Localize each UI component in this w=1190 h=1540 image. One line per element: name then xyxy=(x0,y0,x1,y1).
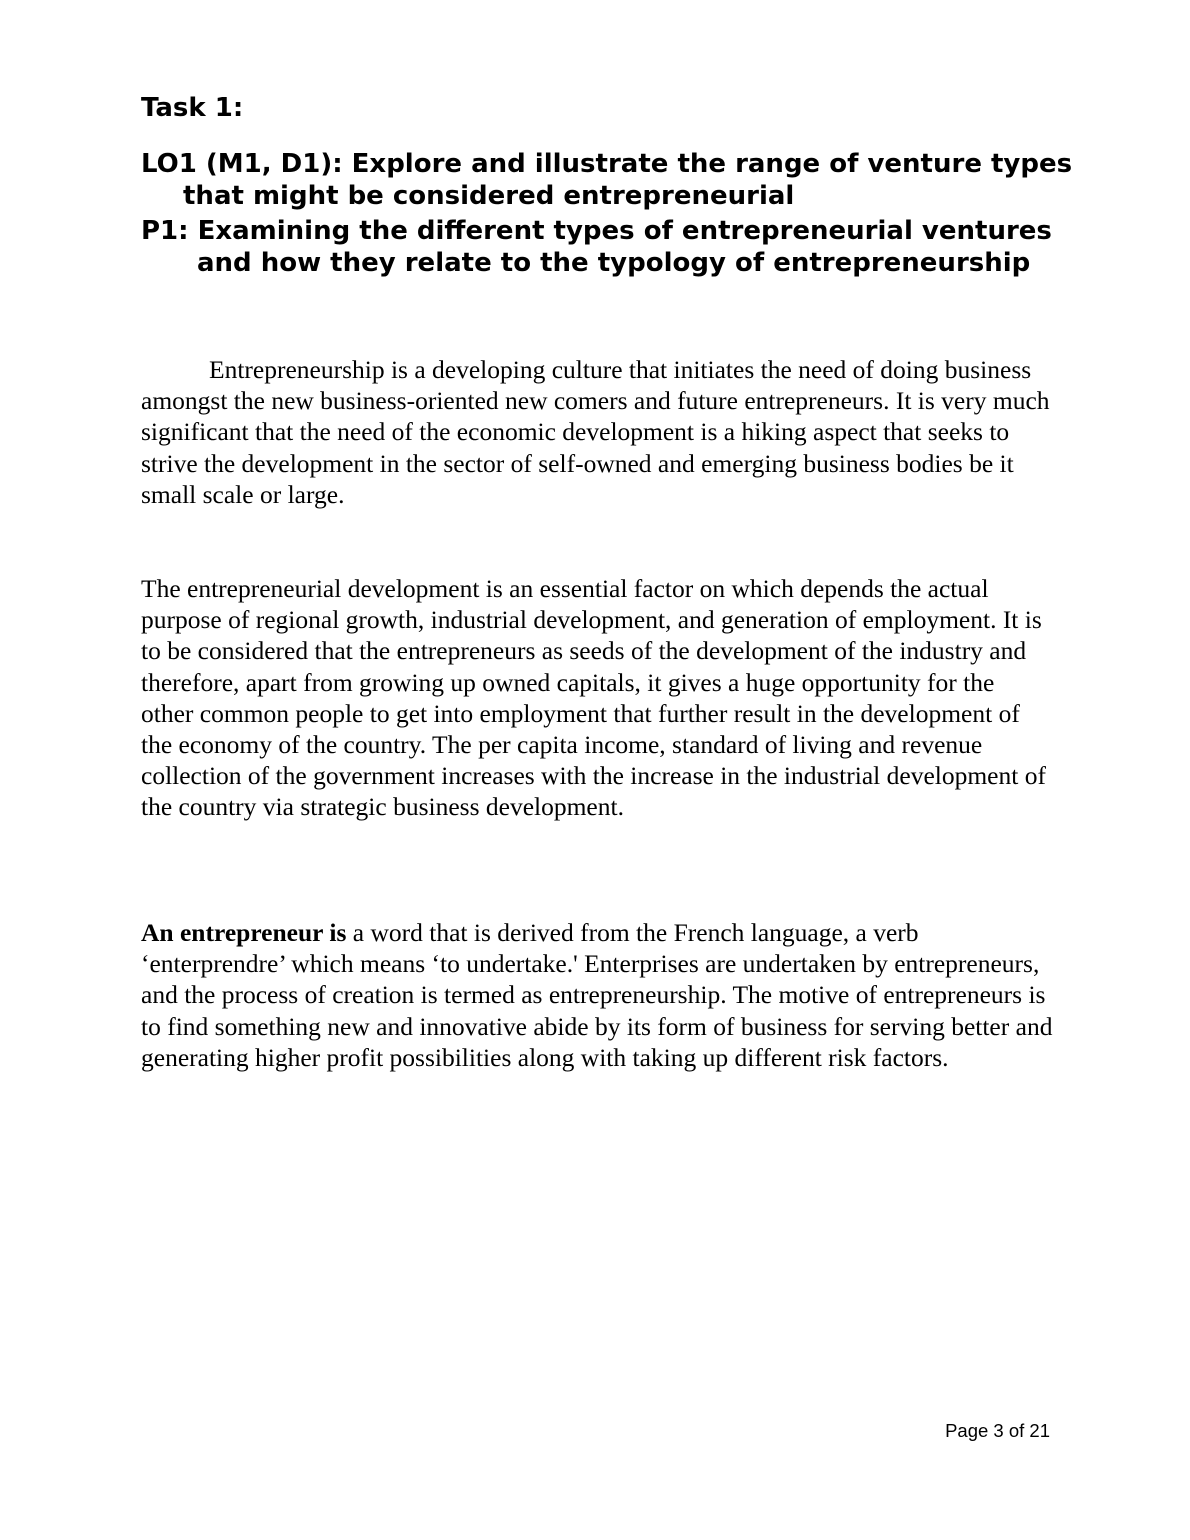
body-paragraph-intro: Entrepreneurship is a developing culture that initiates the need of doing business amongst the new business-oriented new comers and future entrepreneurs. It is very much significant that the need of the economic development is a hiking aspect that seeks to strive the development in the sector of self-owned and emerging business bodies be it small scale or large. xyxy=(141,355,1050,509)
learning-outcome-heading: LO1 (M1, D1): Explore and illustrate the range of venture types that might be considered entrepreneurial xyxy=(141,149,1073,211)
task-title: Task 1: xyxy=(141,93,244,123)
pass-criterion-heading: P1: Examining the different types of entrepreneurial ventures and how they relate to the typology of entrepreneurship xyxy=(141,216,1052,278)
definition-body-text: a word that is derived from the French language, a verb ‘enterprendre’ which means ‘to undertake.' Enterprises are undertaken by entrepreneurs, and the process of creation is termed as entrepreneurship. The motive of entrepreneurs is to find something new and innovative abide by its form of business for serving better and generating higher profit possibilities along with taking up different risk factors. xyxy=(141,918,1053,1072)
body-paragraph-development: The entrepreneurial development is an essential factor on which depends the actual purpose of regional growth, industrial development, and generation of employment. It is to be considered that the entrepreneurs as seeds of the development of the industry and therefore, apart from growing up owned capitals, it gives a huge opportunity for the other common people to get into employment that further result in the development of the economy of the country. The per capita income, standard of living and revenue collection of the government increases with the increase in the industrial development of the country via strategic business development. xyxy=(141,574,1046,822)
definition-lead-term: An entrepreneur is xyxy=(141,918,347,947)
page-number: Page 3 of 21 xyxy=(945,1420,1050,1441)
body-paragraph-definition xyxy=(141,917,1053,1073)
